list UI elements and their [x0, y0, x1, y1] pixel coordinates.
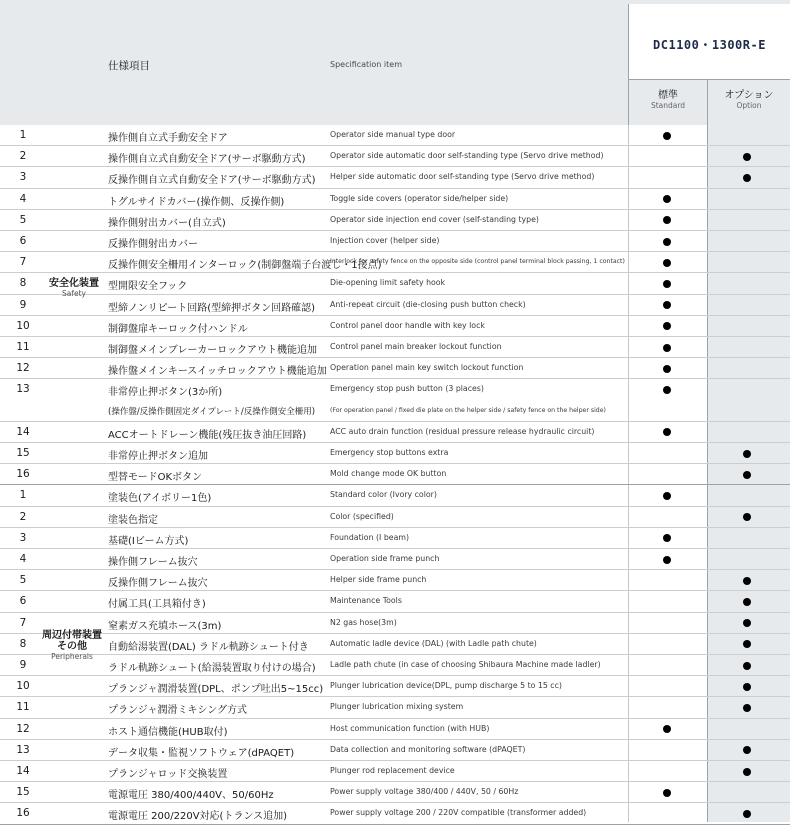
- spec-item-en: Control panel main breaker lockout function: [330, 342, 502, 351]
- spec-item-jp: 型締ノンリピート回路(型締押ボタン回路確認): [108, 302, 316, 314]
- spec-item-en: Plunger lubrication device(DPL, pump discharge 5 to 15 cc): [330, 681, 562, 691]
- spec-item-jp: ACCオートドレーン機能(残圧抜き油圧回路): [108, 429, 307, 441]
- row-number: 10: [16, 680, 30, 693]
- table-row: [0, 676, 790, 697]
- spec-item-jp: 操作側射出カバー(自立式): [108, 217, 226, 229]
- option-mark: [743, 450, 751, 458]
- spec-item-jp: プランジャ潤滑ミキシング方式: [108, 705, 247, 717]
- group-name-jp: 周辺付帯装置 その他: [42, 630, 102, 652]
- model-header: [628, 4, 790, 80]
- spec-item-en: Power supply voltage 200 / 220V compatible (transformer added): [330, 808, 587, 818]
- table-row: [0, 443, 790, 464]
- spec-item-en: Standard color (Ivory color): [330, 490, 437, 500]
- table-row: [0, 252, 790, 273]
- spec-item-jp: 型開限安全フック: [108, 281, 188, 293]
- spec-item-jp: プランジャロッド交換装置: [108, 769, 228, 780]
- option-mark: [743, 513, 751, 521]
- spec-item-jp: 基礎(Iビーム方式): [108, 535, 189, 547]
- standard-mark: [663, 725, 671, 733]
- spec-item-jp-note: (操作盤/反操作側固定ダイプレート/反操作側安全柵用): [108, 406, 316, 417]
- table-row: [0, 782, 790, 803]
- standard-mark: [663, 492, 671, 500]
- spec-item-jp: 反操作側射出カバー: [108, 239, 198, 250]
- table-row: [0, 485, 790, 506]
- table-row: [0, 379, 790, 421]
- table-row: [0, 337, 790, 358]
- spec-item-jp: データ収集・監視ソフトウェア(dPAQET): [108, 747, 295, 759]
- spec-item-en: Emergency stop push button (3 places): [330, 384, 484, 394]
- standard-mark: [663, 195, 671, 203]
- table-row: [0, 464, 790, 485]
- row-number: 12: [16, 362, 30, 375]
- option-mark: [743, 619, 751, 627]
- row-number: 16: [16, 468, 30, 481]
- spec-item-jp: 制御盤扉キーロック付ハンドル: [108, 323, 248, 335]
- spec-item-jp: ラドル軌跡シュート(給湯装置取り付けの場合): [108, 663, 316, 674]
- option-label-jp: オプション: [724, 90, 774, 101]
- row-number: 9: [19, 659, 27, 671]
- table-row: [0, 507, 790, 528]
- spec-item-jp: 自動給湯装置(DAL) ラドル軌跡シュート付き: [108, 641, 309, 653]
- spec-item-jp: 電源電圧 380/400/440V、50/60Hz: [108, 790, 274, 802]
- table-row: [0, 422, 790, 443]
- spec-item-jp: ホスト通信機能(HUB取付): [108, 726, 228, 738]
- row-number: 6: [19, 235, 27, 247]
- spec-item-jp: プランジャ潤滑装置(DPL、ポンプ吐出5~15cc): [108, 684, 324, 696]
- row-number: 5: [19, 213, 27, 226]
- standard-mark: [663, 238, 671, 246]
- table-row: [0, 634, 790, 655]
- option-mark: [743, 640, 751, 648]
- row-number: 2: [19, 150, 27, 163]
- spec-item-header-jp: 仕様項目: [108, 60, 150, 72]
- row-number: 4: [19, 192, 27, 205]
- spec-item-en: Maintenance Tools: [330, 596, 402, 606]
- option-mark: [743, 598, 751, 606]
- spec-item-jp: 塗装色指定: [108, 514, 158, 526]
- row-number: 1: [19, 129, 27, 141]
- spec-item-jp: 型替モードOKボタン: [108, 472, 203, 484]
- model-title: DC1100・1300R-E: [653, 38, 766, 52]
- standard-label-jp: 標準: [658, 90, 678, 101]
- table-row: [0, 697, 790, 718]
- spec-item-en: Helper side automatic door self-standing type (Servo drive method): [330, 172, 595, 182]
- spec-item-en: Operation side frame punch: [330, 554, 440, 563]
- group-name-jp: 安全化装置: [49, 278, 99, 290]
- row-number: 15: [16, 447, 30, 459]
- spec-item-jp: 操作側フレーム抜穴: [108, 557, 198, 568]
- spec-item-en: Foundation (I beam): [330, 532, 409, 542]
- row-number: 10: [16, 319, 30, 332]
- spec-item-en: Operator side injection end cover (self-standing type): [330, 214, 539, 224]
- option-mark: [743, 810, 751, 818]
- row-number: 14: [16, 425, 30, 438]
- table-row: [0, 719, 790, 740]
- row-number: 14: [16, 765, 30, 777]
- spec-item-en: Automatic ladle device (DAL) (with Ladle path chute): [330, 638, 537, 648]
- row-number: 6: [19, 595, 27, 608]
- option-mark: [743, 768, 751, 776]
- spec-item-en: N2 gas hose(3m): [330, 617, 397, 627]
- standard-mark: [663, 216, 671, 224]
- spec-item-jp: 非常停止押ボタン追加: [108, 451, 208, 462]
- row-number: 11: [16, 701, 30, 714]
- standard-mark: [663, 280, 671, 288]
- standard-mark: [663, 259, 671, 267]
- spec-item-header-en: Specification item: [330, 60, 402, 69]
- row-number: 4: [19, 553, 27, 565]
- row-number: 8: [19, 277, 27, 290]
- option-mark: [743, 577, 751, 585]
- option-mark: [743, 471, 751, 479]
- spec-item-jp: 反操作側自立式自動安全ドア(サーボ駆動方式): [108, 175, 316, 187]
- spec-item-en: Color (specified): [330, 511, 394, 521]
- spec-item-jp: 制御盤メインブレーカーロックアウト機能追加: [108, 345, 317, 356]
- spec-item-en: Power supply voltage 380/400 / 440V, 50 / 60Hz: [330, 787, 519, 797]
- table-row: [0, 316, 790, 337]
- spec-item-en: Host communication function (with HUB): [330, 723, 490, 733]
- table-row: [0, 358, 790, 379]
- spec-item-en: Plunger lubrication mixing system: [330, 702, 464, 712]
- spec-item-jp: 操作側自立式自動安全ドア(サーボ駆動方式): [108, 154, 306, 166]
- spec-item-en: Data collection and monitoring software (dPAQET): [330, 744, 526, 754]
- spec-item-jp: 電源電圧 200/220V対応(トランス追加): [108, 811, 288, 823]
- standard-mark: [663, 789, 671, 797]
- group-name-en: Peripherals: [51, 652, 93, 661]
- spec-item-en: Operator side manual type door: [330, 130, 456, 139]
- standard-mark: [663, 386, 671, 394]
- table-row: [0, 803, 790, 824]
- table-row: [0, 210, 790, 231]
- option-column-header: [707, 80, 790, 125]
- table-row: [0, 528, 790, 549]
- standard-mark: [663, 322, 671, 330]
- spec-item-en: Emergency stop buttons extra: [330, 448, 449, 457]
- table-row: [0, 570, 790, 591]
- group-label: [40, 630, 104, 662]
- standard-mark: [663, 365, 671, 373]
- spec-item-jp: トグルサイドカバー(操作側、反操作側): [108, 196, 285, 208]
- standard-mark: [663, 301, 671, 309]
- option-mark: [743, 662, 751, 670]
- spec-item-en: Ladle path chute (in case of choosing Shibaura Machine made ladler): [330, 660, 601, 669]
- table-row: [0, 295, 790, 316]
- spec-item-jp: 非常停止押ボタン(3か所): [108, 387, 223, 399]
- spec-item-en: Plunger rod replacement device: [330, 766, 455, 775]
- table-row: [0, 125, 790, 146]
- standard-mark: [663, 534, 671, 542]
- spec-item-en: Die-opening limit safety hook: [330, 278, 446, 288]
- standard-column-header: [628, 80, 707, 125]
- spec-item-en: Helper side frame punch: [330, 575, 427, 585]
- table-row: [0, 273, 790, 294]
- spec-item-en: Control panel door handle with key lock: [330, 320, 485, 330]
- spec-item-jp: 付属工具(工具箱付き): [108, 599, 206, 611]
- standard-mark: [663, 556, 671, 564]
- row-number: 7: [19, 256, 27, 269]
- table-row: [0, 740, 790, 761]
- standard-mark: [663, 344, 671, 352]
- row-number: 7: [19, 616, 27, 629]
- row-number: 5: [19, 574, 27, 587]
- row-number: 3: [19, 531, 27, 544]
- group-name-en: Safety: [62, 289, 86, 299]
- row-number: 2: [19, 510, 27, 523]
- table-row: [0, 167, 790, 188]
- option-label-en: Option: [736, 101, 762, 110]
- table-row: [0, 146, 790, 167]
- table-row: [0, 761, 790, 782]
- spec-item-en: ACC auto drain function (residual pressure release hydraulic circuit): [330, 426, 595, 436]
- row-number: 9: [19, 298, 27, 311]
- table-row: [0, 189, 790, 210]
- spec-item-jp: 反操作側フレーム抜穴: [108, 578, 208, 590]
- table-row: [0, 655, 790, 676]
- spec-item-en: Anti-repeat circuit (die-closing push button check): [330, 299, 526, 309]
- row-number: 11: [16, 341, 30, 353]
- table-row: [0, 231, 790, 252]
- row-number: 8: [19, 637, 27, 650]
- spec-item-jp: 塗装色(アイボリー1色): [108, 493, 212, 505]
- option-mark: [743, 174, 751, 182]
- row-number: 16: [16, 807, 30, 820]
- option-mark: [743, 683, 751, 691]
- table-row: [0, 549, 790, 570]
- spec-item-jp: 操作盤メインキースイッチロックアウト機能追加: [108, 366, 327, 378]
- table-header: [0, 0, 790, 125]
- option-mark: [743, 704, 751, 712]
- spec-item-en: Operator side automatic door self-standing type (Servo drive method): [330, 151, 604, 161]
- spec-item-en-note: (For operation panel / fixed die plate on the helper side / safety fence on the helper side): [330, 406, 606, 414]
- spec-item-jp: 窒素ガス充填ホース(3m): [108, 620, 222, 632]
- row-number: 13: [16, 743, 30, 756]
- row-number: 15: [16, 786, 30, 799]
- spec-item-en: Mold change mode OK button: [330, 469, 447, 479]
- spec-item-en: Operation panel main key switch lockout function: [330, 363, 524, 373]
- spec-item-jp: 反操作側安全柵用インターロック(制御盤端子台渡し・1接点): [108, 260, 382, 272]
- standard-mark: [663, 428, 671, 436]
- standard-label-en: Standard: [650, 101, 686, 110]
- standard-mark: [663, 132, 671, 140]
- row-number: 13: [16, 383, 30, 396]
- option-mark: [743, 746, 751, 754]
- table-row: [0, 591, 790, 612]
- row-number: 1: [19, 489, 27, 502]
- group-label: [42, 278, 106, 299]
- spec-item-jp: 操作側自立式手動安全ドア: [108, 133, 228, 144]
- spec-item-en: Toggle side covers (operator side/helper side): [330, 193, 509, 203]
- row-number: 3: [19, 171, 27, 184]
- option-mark: [743, 153, 751, 161]
- spec-item-en: Interlock for safety fence on the opposite side (control panel terminal block passing, 1 contact): [330, 258, 625, 266]
- row-number: 12: [16, 722, 30, 735]
- spec-item-en: Injection cover (helper side): [330, 236, 440, 245]
- table-row: [0, 613, 790, 634]
